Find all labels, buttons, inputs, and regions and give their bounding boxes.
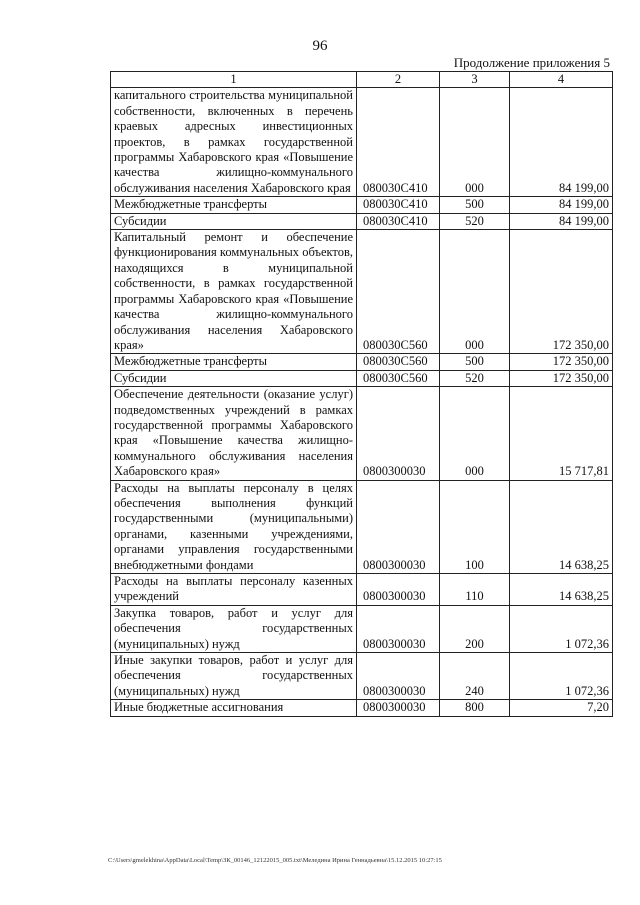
column-header: 4 [510, 72, 613, 88]
table-body [111, 88, 613, 716]
row-description: капитального строительства муниципальной собственности, включенных в перечень краевых адресных инвестиционных проектов, в рамках государственной программы Хабаровского края «Повышение качества жилищно-коммунального обслуживания населения Хабаровского края [111, 88, 357, 197]
table-row [111, 230, 613, 354]
row-target-code: 080030С560 [357, 354, 440, 370]
column-header: 1 [111, 72, 357, 88]
row-target-code: 0800300030 [357, 480, 440, 573]
table-row [111, 574, 613, 606]
column-header: 3 [440, 72, 510, 88]
row-target-code: 080030С410 [357, 88, 440, 197]
row-expense-type: 240 [440, 653, 510, 700]
row-amount: 84 199,00 [510, 88, 613, 197]
row-expense-type: 800 [440, 700, 510, 716]
table-row [111, 213, 613, 229]
row-target-code: 0800300030 [357, 605, 440, 652]
row-target-code: 080030С410 [357, 213, 440, 229]
row-target-code: 080030С560 [357, 230, 440, 354]
row-description: Иные бюджетные ассигнования [111, 700, 357, 716]
table-header-row [111, 72, 613, 88]
page-number: 96 [312, 38, 328, 54]
row-description: Расходы на выплаты персоналу казенных учреждений [111, 574, 357, 606]
row-target-code: 0800300030 [357, 700, 440, 716]
row-target-code: 0800300030 [357, 653, 440, 700]
row-description: Капитальный ремонт и обеспечение функционирования коммунальных объектов, находящихся в муниципальной собственности, в рамках государственной программы Хабаровского края «Повышение качества жилищно-коммунального обслуживания населения Хабаровского края» [111, 230, 357, 354]
row-description: Межбюджетные трансферты [111, 197, 357, 213]
row-target-code: 080030С560 [357, 370, 440, 386]
row-amount: 1 072,36 [510, 605, 613, 652]
row-description: Расходы на выплаты персоналу в целях обеспечения выполнения функций государственными (муниципальными) органами, казенными учреждениями, органами управления государственными внебюджетными фондами [111, 480, 357, 573]
row-amount: 1 072,36 [510, 653, 613, 700]
budget-table [110, 71, 613, 717]
row-expense-type: 520 [440, 213, 510, 229]
row-description: Субсидии [111, 213, 357, 229]
table-row [111, 387, 613, 480]
row-amount: 7,20 [510, 700, 613, 716]
table-row [111, 354, 613, 370]
row-target-code: 0800300030 [357, 387, 440, 480]
row-amount: 172 350,00 [510, 370, 613, 386]
row-expense-type: 100 [440, 480, 510, 573]
row-amount: 172 350,00 [510, 230, 613, 354]
row-amount: 84 199,00 [510, 197, 613, 213]
row-expense-type: 520 [440, 370, 510, 386]
row-amount: 14 638,25 [510, 574, 613, 606]
table-row [111, 653, 613, 700]
row-amount: 172 350,00 [510, 354, 613, 370]
row-expense-type: 200 [440, 605, 510, 652]
table-row [111, 700, 613, 716]
row-amount: 84 199,00 [510, 213, 613, 229]
continuation-label: Продолжение приложения 5 [453, 55, 610, 70]
row-expense-type: 000 [440, 88, 510, 197]
row-expense-type: 000 [440, 230, 510, 354]
table-row [111, 370, 613, 386]
row-description: Межбюджетные трансферты [111, 354, 357, 370]
row-expense-type: 000 [440, 387, 510, 480]
row-target-code: 0800300030 [357, 574, 440, 606]
row-amount: 14 638,25 [510, 480, 613, 573]
row-expense-type: 500 [440, 197, 510, 213]
row-expense-type: 110 [440, 574, 510, 606]
row-expense-type: 500 [440, 354, 510, 370]
column-header: 2 [357, 72, 440, 88]
row-target-code: 080030С410 [357, 197, 440, 213]
table-row [111, 480, 613, 573]
table-row [111, 605, 613, 652]
table-row [111, 197, 613, 213]
row-description: Субсидии [111, 370, 357, 386]
row-description: Иные закупки товаров, работ и услуг для обеспечения государственных (муниципальных) нужд [111, 653, 357, 700]
row-description: Закупка товаров, работ и услуг для обеспечения государственных (муниципальных) нужд [111, 605, 357, 652]
row-description: Обеспечение деятельности (оказание услуг) подведомственных учреждений в рамках государственной программы Хабаровского края «Повышение качества жилищно-коммунального обслуживания населения Хабаровского края» [111, 387, 357, 480]
footer-path: C:\Users\gmelekhina\AppData\Local\Temp\ЗК_00146_12122015_005.txt\Меледина Ирина Геннадьевна\15.12.2015 10:27:15 [108, 857, 442, 864]
table-row [111, 88, 613, 197]
row-amount: 15 717,81 [510, 387, 613, 480]
